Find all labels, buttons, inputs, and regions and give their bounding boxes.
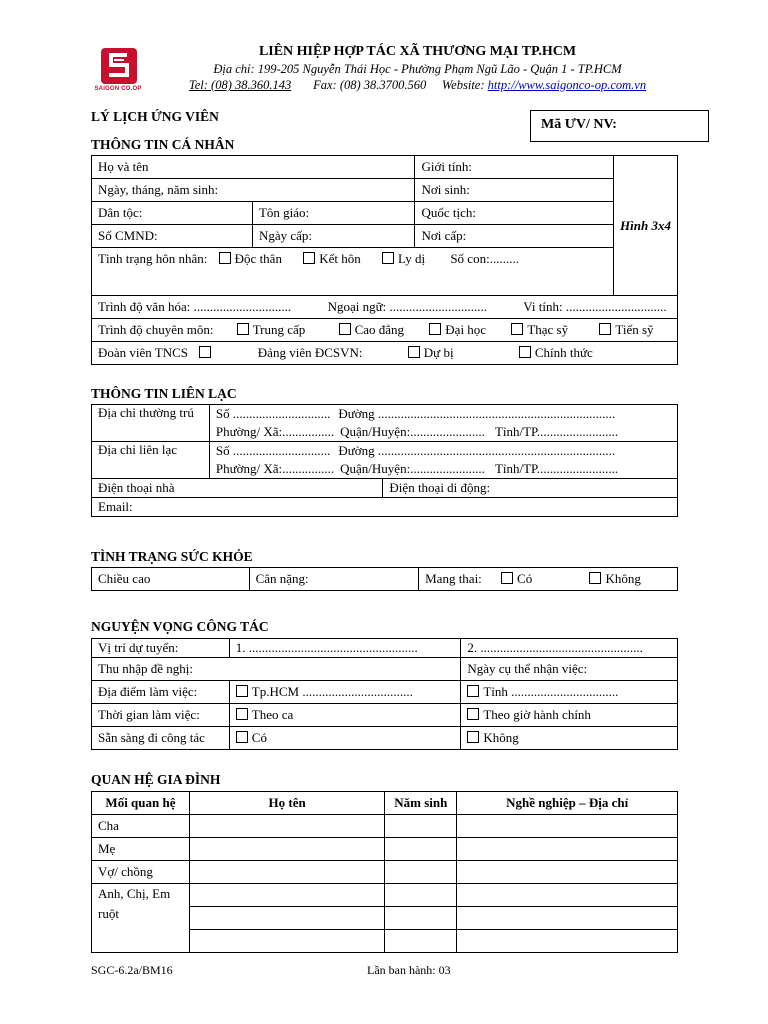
pc-field[interactable]: ............................... bbox=[565, 299, 667, 314]
mailing-line2[interactable]: Phường/ Xã:................ Quận/Huyện:....................... Tỉnh/TP......................... bbox=[209, 460, 677, 479]
university-checkbox[interactable] bbox=[429, 323, 441, 335]
family-table bbox=[91, 791, 678, 953]
pregnant-label: Mang thai: bbox=[425, 571, 482, 586]
col-name: Họ tên bbox=[189, 792, 384, 815]
mother-name-cell[interactable] bbox=[189, 838, 384, 861]
marital-label: Tình trạng hôn nhân: bbox=[98, 251, 208, 266]
sibling-3-year-cell[interactable] bbox=[385, 930, 457, 953]
health-table bbox=[91, 567, 678, 591]
nationality-field[interactable]: Quốc tịch: bbox=[415, 202, 614, 225]
doctor-label: Tiến sỹ bbox=[615, 322, 654, 337]
org-tel: Tel: (08) 38.360.143 bbox=[188, 78, 292, 92]
divorced-checkbox[interactable] bbox=[382, 252, 394, 264]
org-address: Địa chỉ: 199-205 Nguyễn Thái Học - Phường Phạm Ngũ Lão - Quận 1 - TP.HCM bbox=[213, 62, 622, 76]
website-link[interactable]: http://www.saigonco-op.com.vn bbox=[487, 78, 647, 92]
permanent-line2[interactable]: Phường/ Xã:................ Quận/Huyện:....................... Tỉnh/TP......................... bbox=[209, 423, 677, 442]
home-phone-field[interactable]: Điện thoại nhà bbox=[92, 479, 383, 498]
sibling-3-name-cell[interactable] bbox=[189, 930, 384, 953]
income-field[interactable]: Thu nhập đề nghị: bbox=[92, 658, 461, 681]
pregnant-yes-checkbox[interactable] bbox=[501, 572, 513, 584]
location-label: Địa điểm làm việc: bbox=[92, 681, 230, 704]
doctor-checkbox[interactable] bbox=[599, 323, 611, 335]
intermediate-label: Trung cấp bbox=[252, 322, 306, 337]
full-name-field[interactable]: Họ và tên bbox=[92, 156, 415, 179]
master-label: Thạc sỹ bbox=[527, 322, 569, 337]
married-label: Kết hôn bbox=[319, 251, 361, 266]
relation-siblings: Anh, Chị, Em ruột bbox=[92, 884, 190, 953]
official-label: Chính thức bbox=[534, 345, 593, 360]
probation-label: Dự bị bbox=[423, 345, 454, 360]
org-fax: Fax: (08) 38.3700.560 bbox=[313, 78, 427, 92]
website-label: Website: bbox=[441, 78, 485, 92]
mobile-field[interactable]: Điện thoại di động: bbox=[383, 479, 678, 498]
province-checkbox[interactable] bbox=[467, 685, 479, 697]
issue-place-field[interactable]: Nơi cấp: bbox=[415, 225, 614, 248]
photo-box: Hình 3x4 bbox=[614, 156, 678, 296]
table-row bbox=[92, 815, 678, 838]
section-wish: NGUYỆN VỌNG CÔNG TÁC bbox=[91, 619, 269, 634]
section-contact: THÔNG TIN LIÊN LẠC bbox=[91, 386, 237, 401]
sibling-1-year-cell[interactable] bbox=[385, 884, 457, 907]
office-hours-checkbox[interactable] bbox=[467, 708, 479, 720]
dob-field[interactable]: Ngày, tháng, năm sinh: bbox=[92, 179, 415, 202]
divorced-label: Ly dị bbox=[397, 251, 426, 266]
form-code: SGC-6.2a/BM16 bbox=[91, 963, 173, 977]
university-label: Đại học bbox=[445, 322, 487, 337]
weight-field[interactable]: Cân nặng: bbox=[249, 568, 419, 591]
lang-label: Ngoại ngữ: bbox=[327, 299, 387, 314]
section-personal: THÔNG TIN CÁ NHÂN bbox=[91, 137, 235, 152]
col-job: Nghề nghiệp – Địa chỉ bbox=[457, 792, 678, 815]
pregnant-no-label: Không bbox=[605, 571, 641, 586]
intermediate-checkbox[interactable] bbox=[237, 323, 249, 335]
travel-no: Không bbox=[461, 727, 678, 750]
issue-number: Lần ban hành: 03 bbox=[367, 963, 451, 977]
pregnant-row bbox=[419, 568, 678, 591]
party-member-label: Đảng viên ĐCSVN: bbox=[257, 345, 363, 360]
youth-union-label: Đoàn viên TNCS bbox=[98, 345, 189, 360]
wish-table bbox=[91, 638, 678, 750]
sibling-3-job-cell[interactable] bbox=[457, 930, 678, 953]
permanent-line1[interactable]: Số .............................. Đường ......................................................................... bbox=[209, 405, 677, 424]
sibling-2-year-cell[interactable] bbox=[385, 907, 457, 930]
education-row bbox=[92, 296, 678, 319]
height-field[interactable]: Chiều cao bbox=[92, 568, 250, 591]
probation-checkbox[interactable] bbox=[408, 346, 420, 358]
travel-no-checkbox[interactable] bbox=[467, 731, 479, 743]
pregnant-no-checkbox[interactable] bbox=[589, 572, 601, 584]
membership-row bbox=[92, 342, 678, 365]
location-province: Tỉnh ................................. bbox=[461, 681, 678, 704]
sibling-2-name-cell[interactable] bbox=[189, 907, 384, 930]
position-2-field[interactable]: 2. .................................................. bbox=[461, 639, 678, 658]
relation-spouse: Vợ/ chồng bbox=[92, 861, 190, 884]
youth-union-checkbox[interactable] bbox=[199, 346, 211, 358]
prof-label: Trình độ chuyên môn: bbox=[98, 322, 214, 337]
pregnant-yes-label: Có bbox=[517, 571, 533, 586]
edu-field[interactable]: .............................. bbox=[193, 299, 292, 314]
personal-table bbox=[91, 155, 678, 365]
spouse-job-cell[interactable] bbox=[457, 861, 678, 884]
edu-label: Trình độ văn hóa: bbox=[98, 299, 191, 314]
doc-title: LÝ LỊCH ỨNG VIÊN bbox=[91, 109, 219, 124]
start-date-field[interactable]: Ngày cụ thể nhận việc: bbox=[461, 658, 678, 681]
time-office: Theo giờ hành chính bbox=[461, 704, 678, 727]
hcm-checkbox[interactable] bbox=[236, 685, 248, 697]
issue-date-field[interactable]: Ngày cấp: bbox=[252, 225, 415, 248]
spouse-year-cell[interactable] bbox=[385, 861, 457, 884]
sibling-1-job-cell[interactable] bbox=[457, 884, 678, 907]
email-field[interactable]: Email: bbox=[92, 498, 678, 517]
org-contact bbox=[150, 78, 685, 93]
position-1-field[interactable]: 1. .................................................... bbox=[229, 639, 461, 658]
single-checkbox[interactable] bbox=[219, 252, 231, 264]
col-year: Năm sinh bbox=[385, 792, 457, 815]
table-row bbox=[92, 838, 678, 861]
travel-yes-checkbox[interactable] bbox=[236, 731, 248, 743]
profession-row bbox=[92, 319, 678, 342]
shift-checkbox[interactable] bbox=[236, 708, 248, 720]
permanent-address-label: Địa chỉ thường trú bbox=[92, 405, 210, 442]
father-job-cell[interactable] bbox=[457, 815, 678, 838]
table-row bbox=[92, 884, 678, 907]
relation-father: Cha bbox=[92, 815, 190, 838]
mailing-line1[interactable]: Số .............................. Đường ......................................................................... bbox=[209, 442, 677, 461]
table-row bbox=[92, 861, 678, 884]
college-checkbox[interactable] bbox=[339, 323, 351, 335]
contact-table bbox=[91, 404, 678, 517]
ethnicity-field[interactable]: Dân tộc: bbox=[92, 202, 253, 225]
employee-code-box[interactable]: Mã ƯV/ NV: bbox=[530, 110, 709, 142]
section-health: TÌNH TRẠNG SỨC KHỎE bbox=[91, 549, 253, 564]
lang-field[interactable]: .............................. bbox=[389, 299, 488, 314]
religion-field[interactable]: Tôn giáo: bbox=[252, 202, 415, 225]
gender-field[interactable]: Giới tính: bbox=[415, 156, 614, 179]
logo-text: SAIGON CO.OP bbox=[94, 86, 142, 92]
travel-label: Sẵn sàng đi công tác bbox=[92, 727, 230, 750]
col-relation: Mối quan hệ bbox=[92, 792, 190, 815]
mailing-address-label: Địa chỉ liên lạc bbox=[92, 442, 210, 479]
pc-label: Vi tính: bbox=[523, 299, 563, 314]
official-checkbox[interactable] bbox=[519, 346, 531, 358]
birthplace-field[interactable]: Nơi sinh: bbox=[415, 179, 614, 202]
married-checkbox[interactable] bbox=[303, 252, 315, 264]
org-name: LIÊN HIỆP HỢP TÁC XÃ THƯƠNG MẠI TP.HCM bbox=[258, 44, 577, 59]
mother-job-cell[interactable] bbox=[457, 838, 678, 861]
sibling-2-job-cell[interactable] bbox=[457, 907, 678, 930]
master-checkbox[interactable] bbox=[511, 323, 523, 335]
location-hcm: Tp.HCM .................................. bbox=[229, 681, 461, 704]
father-year-cell[interactable] bbox=[385, 815, 457, 838]
college-label: Cao đẳng bbox=[354, 322, 405, 337]
father-name-cell[interactable] bbox=[189, 815, 384, 838]
sibling-1-name-cell[interactable] bbox=[189, 884, 384, 907]
relation-mother: Mẹ bbox=[92, 838, 190, 861]
marital-row bbox=[92, 248, 614, 296]
id-number-field[interactable]: Số CMND: bbox=[92, 225, 253, 248]
mother-year-cell[interactable] bbox=[385, 838, 457, 861]
children-field[interactable]: Số con:......... bbox=[450, 251, 519, 266]
time-shift: Theo ca bbox=[229, 704, 461, 727]
section-family: QUAN HỆ GIA ĐÌNH bbox=[91, 772, 221, 787]
spouse-name-cell[interactable] bbox=[189, 861, 384, 884]
time-label: Thời gian làm việc: bbox=[92, 704, 230, 727]
position-label: Vị trí dự tuyển: bbox=[92, 639, 230, 658]
single-label: Độc thân bbox=[234, 251, 282, 266]
travel-yes: Có bbox=[229, 727, 461, 750]
